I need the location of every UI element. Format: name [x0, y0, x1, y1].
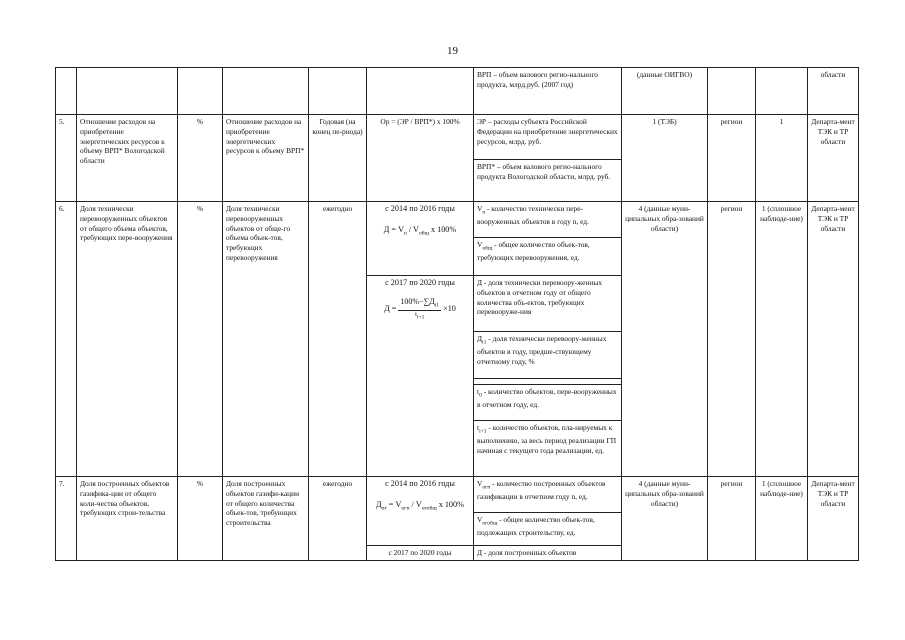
cell-description: $V_{огобщ}$ - общее количество объек-тов, подлежащих строительству, ед.: [474, 513, 622, 546]
cell-num: 6.: [56, 202, 77, 477]
cell-description: Д - доля построенных объектов: [474, 546, 622, 561]
indicators-table: [55, 67, 859, 561]
cell-source: 4 (данные муни-ципальных обра-зований области): [622, 202, 708, 477]
cell-description: ВРП – объем валового регио-нального продукта, млрд.руб. (2007 год): [474, 68, 622, 115]
cell-level: регион: [708, 115, 756, 202]
cell-level: регион: [708, 202, 756, 477]
cell-level: регион: [708, 477, 756, 561]
cell-periodicity: ежегодно: [309, 477, 367, 561]
cell-formula-1: [367, 477, 474, 546]
cell-description: $V_{общ}$ - общее количество объек-тов, требующих перевооружения, ед.: [474, 238, 622, 276]
cell-definition: Доля технически перевооруженных объектов от обще-го объема объек-тов, требующих перевооружения: [223, 202, 309, 477]
cell-unit: %: [178, 202, 223, 477]
cell-formula-2: [367, 276, 474, 477]
cell-source: 4 (данные муни-ципальных обра-зований области): [622, 477, 708, 561]
cell-definition: Доля построенных объектов газифи-кации от общего количества объек-тов, требующих строительства: [223, 477, 309, 561]
cell-responsible: Департа-мент ТЭК и ТР области: [808, 202, 859, 477]
formula-period: с 2014 по 2016 годы: [385, 479, 455, 488]
cell-num: 7.: [56, 477, 77, 561]
cell-coverage: 1 (сплошное наблюде-ние): [756, 477, 808, 561]
cell-formula-1: [367, 202, 474, 276]
formula-period: с 2014 по 2016 годы: [385, 204, 455, 213]
cell-unit: %: [178, 115, 223, 202]
cell-coverage: 1: [756, 115, 808, 202]
cell-source: (данные ОИГВО): [622, 68, 708, 115]
cell-unit: %: [178, 477, 223, 561]
cell-description: $Д_{i1}$ - доля технически перевоору-женных объектов в году, предше-ствующему отчетному году, %: [474, 332, 622, 379]
table-row-continuation: [56, 68, 859, 115]
cell-formula-2: с 2017 по 2020 годы: [367, 546, 474, 561]
cell-periodicity: Годовая (на конец пе-риода): [309, 115, 367, 202]
formula: $Д_{ог} = V_{огп} / V_{огобщ}$ х 100%: [376, 499, 464, 512]
formula-period: с 2017 по 2020 годы: [385, 278, 455, 287]
cell-responsible: Департа-мент ТЭК и ТР области: [808, 115, 859, 202]
cell-responsible: Департа-мент ТЭК и ТР области: [808, 477, 859, 561]
cell-description: ВРП* – объем валового регио-нального продукта Вологодской области, млрд. руб.: [474, 160, 622, 202]
cell-description: $V_{огп}$ - количество построенных объектов газификации в отчетном году n, ед.: [474, 477, 622, 513]
cell-description: $t_{i+1}$ - количество объектов, пла-нируемых к выполнению, за весь период реализации ГП начиная с текущего года реализации, ед.: [474, 421, 622, 477]
cell-definition: Отношение расходов на приобретение энергетических ресурсов к объему ВРП*: [223, 115, 309, 202]
cell-source: 1 (ТЭБ): [622, 115, 708, 202]
formula: $Д = V_n / V_{общ}$ х 100%: [383, 224, 457, 237]
cell-name: Доля технически перевооруженных объектов от общего объема объектов, требующих пере-вооружения: [77, 202, 178, 477]
cell-responsible: области: [808, 68, 859, 115]
cell-description: ЭР – расходы субъекта Российской Федерации на приобретение энергетических ресурсов, млрд. руб.: [474, 115, 622, 160]
cell-num: 5.: [56, 115, 77, 202]
cell-description: Д - доля технически перевоору-женных объектов в отчетном году от общего количества объ-ектов, требующих перевооруже-ния: [474, 276, 622, 332]
cell-coverage: 1 (сплошное наблюде-ние): [756, 202, 808, 477]
cell-name: Доля построенных объектов газифика-ции от общего коли-чества объектов, требующих строи-тельства: [77, 477, 178, 561]
formula: Д = $\frac{100\%-\sum Д_{i1}}{ti+1}$ ×10: [384, 296, 456, 321]
cell-formula: Ор = (ЭР / ВРП*) х 100%: [367, 115, 474, 202]
table-row-7: [56, 477, 859, 513]
cell-periodicity: ежегодно: [309, 202, 367, 477]
table-row-6: [56, 202, 859, 238]
cell-description: $V_n$ - количество технически пере-вооруженных объектов в году n, ед.: [474, 202, 622, 238]
cell-name: Отношение расходов на приобретение энергетических ресурсов к объему ВРП* Вологодской области: [77, 115, 178, 202]
table-row-5: [56, 115, 859, 160]
cell-description: $t_0$ - количество объектов, пере-вооруженных в отчетном году, ед.: [474, 385, 622, 421]
page-number: 19: [447, 45, 458, 57]
